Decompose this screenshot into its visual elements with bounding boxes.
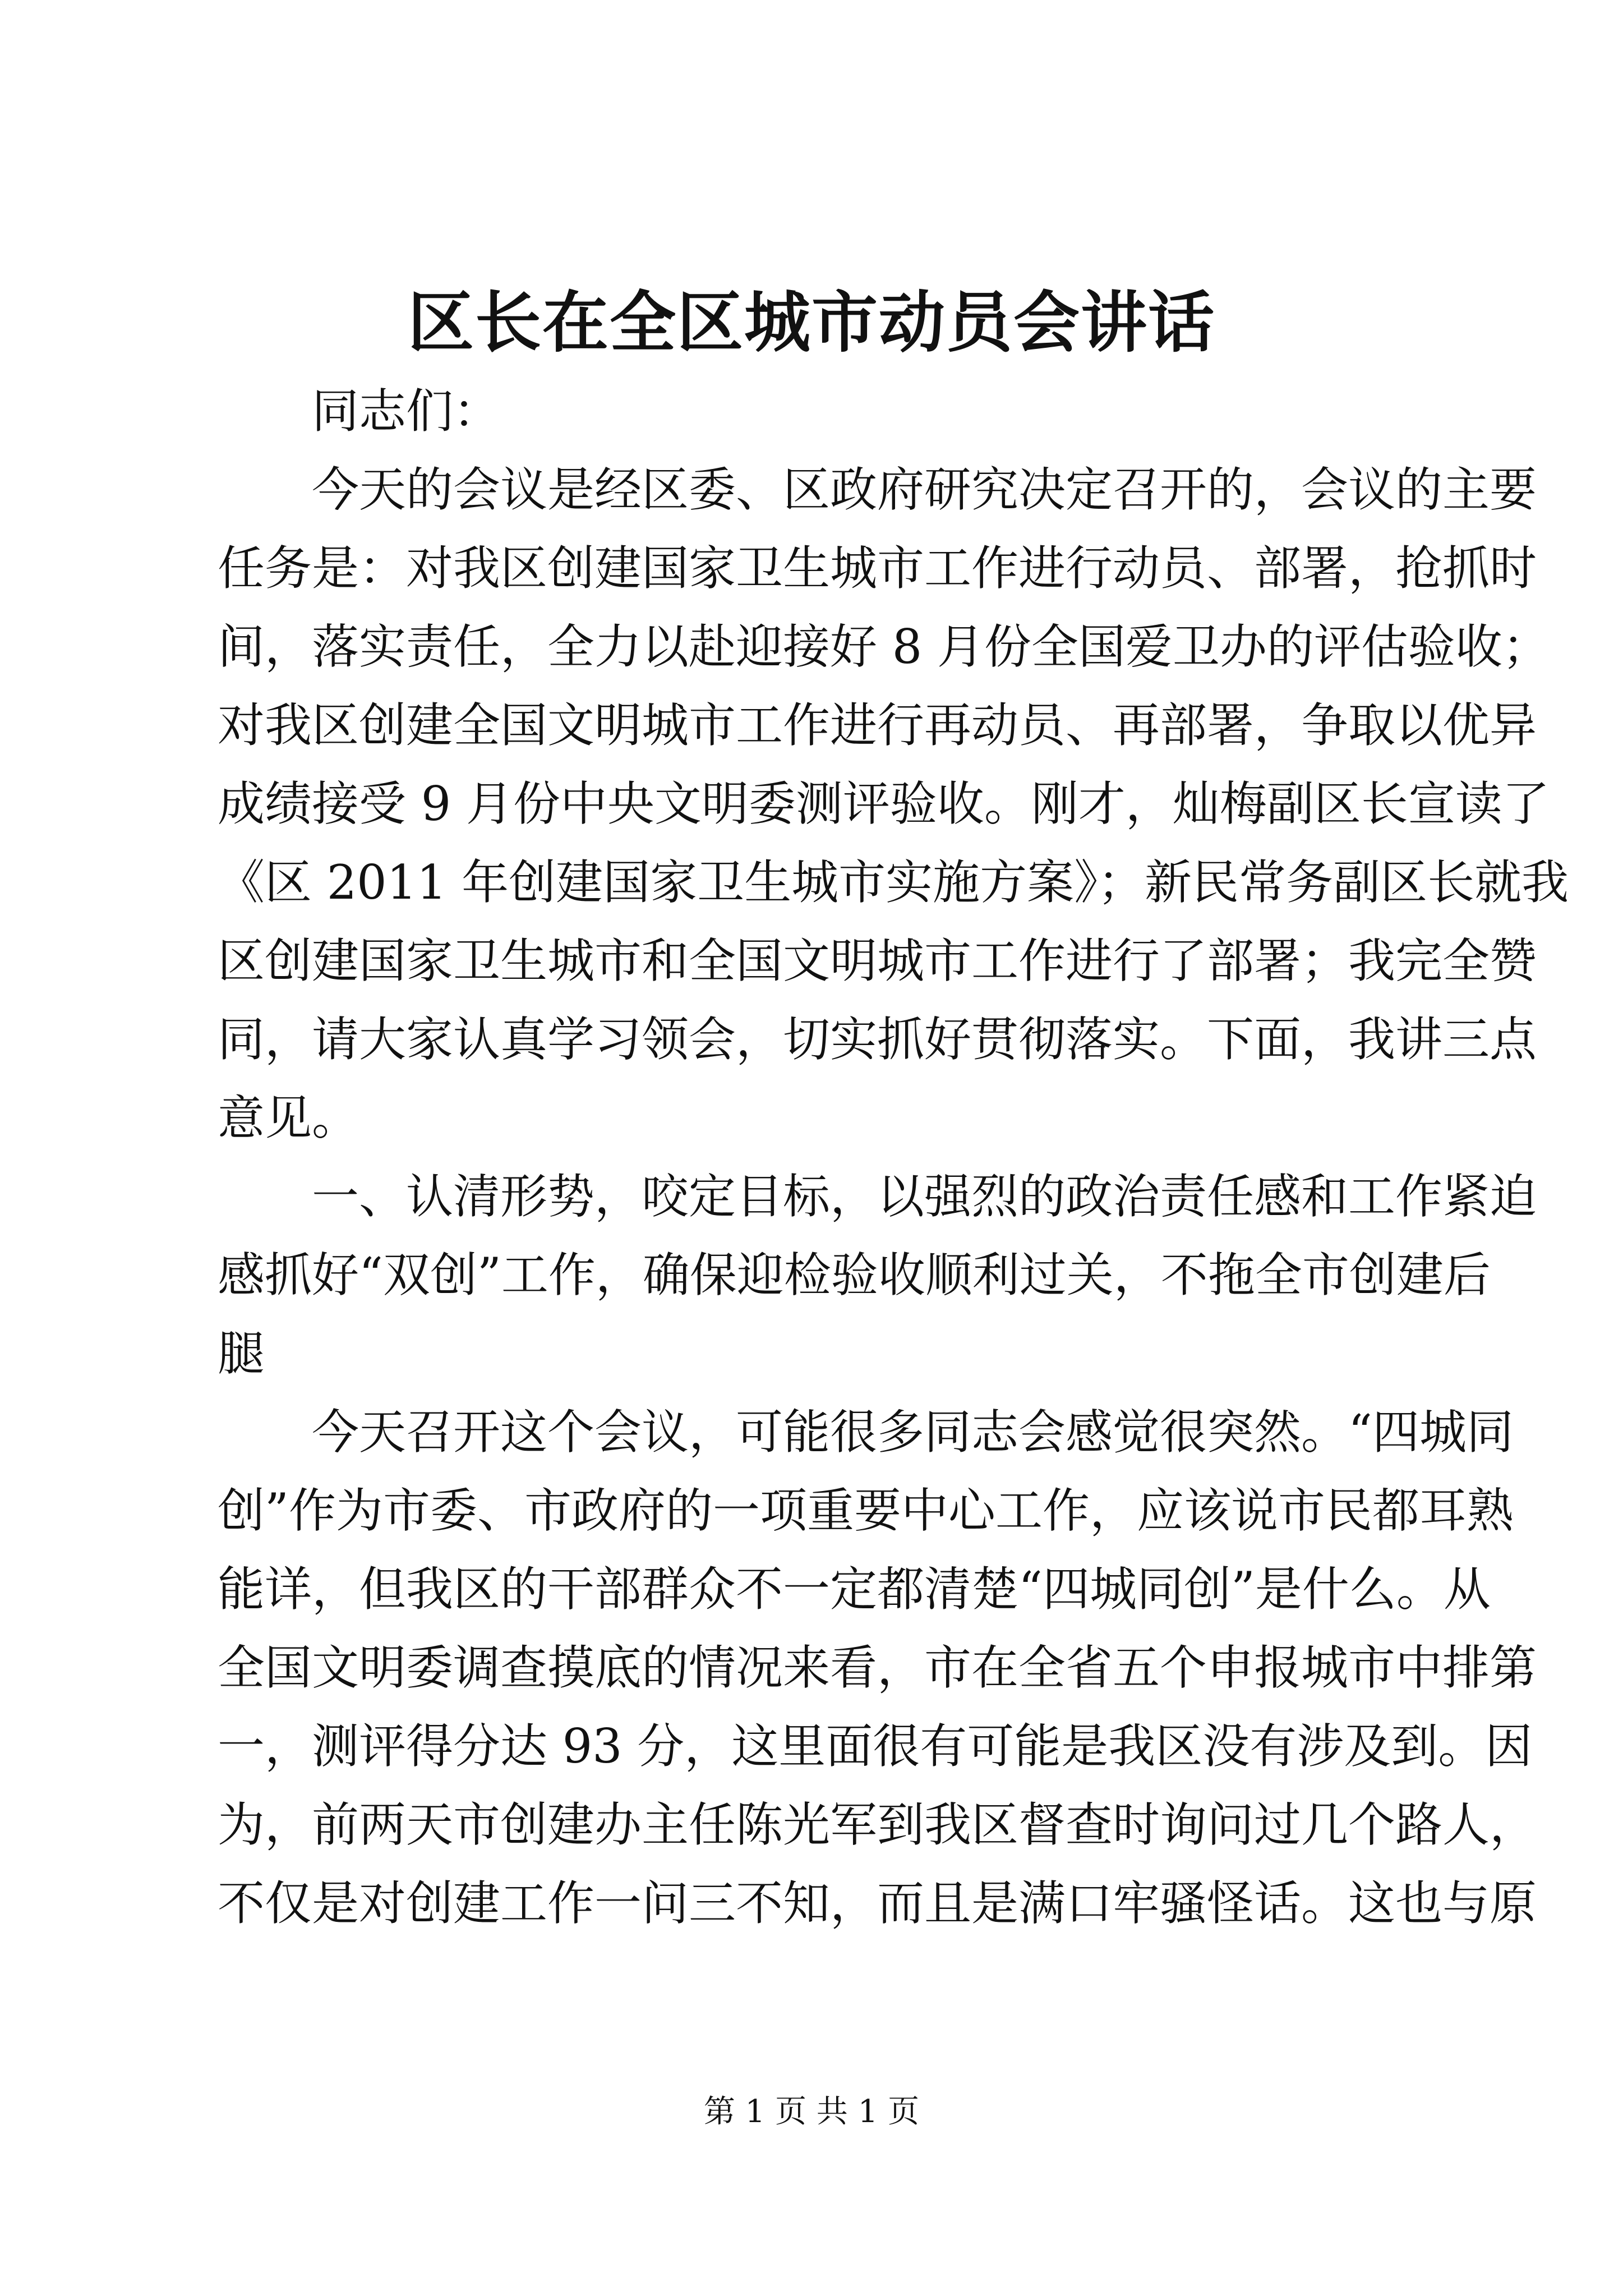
section-heading-line: 腿 — [218, 1326, 265, 1381]
section-heading-line: 感抓好“双创”工作，确保迎检验收顺利过关，不拖全市创建后 — [218, 1248, 1491, 1303]
body-line: 为，前两天市创建办主任陈光军到我区督查时询问过几个路人， — [218, 1797, 1537, 1852]
body-line: 能详，但我区的干部群众不一定都清楚“四城同创”是什么。从 — [218, 1562, 1491, 1617]
page-number-footer: 第 1 页 共 1 页 — [703, 2093, 920, 2130]
body-line: 同，请大家认真学习领会，切实抓好贯彻落实。下面，我讲三点 — [218, 1012, 1537, 1067]
body-line: 成绩接受 9 月份中央文明委测评验收。刚才，灿梅副区长宣读了 — [218, 776, 1550, 831]
body-line: 任务是：对我区创建国家卫生城市工作进行动员、部署，抢抓时 — [218, 541, 1537, 596]
body-line: 意见。 — [218, 1091, 359, 1145]
body-line: 今天召开这个会议，可能很多同志会感觉很突然。“四城同 — [312, 1405, 1514, 1460]
body-line: 今天的会议是经区委、区政府研究决定召开的，会议的主要 — [312, 462, 1537, 517]
body-line: 一，测评得分达 93 分，这里面很有可能是我区没有涉及到。因 — [218, 1719, 1533, 1774]
body-line: 全国文明委调查摸底的情况来看，市在全省五个申报城市中排第 — [218, 1640, 1537, 1695]
section-heading-line: 一、认清形势，咬定目标，以强烈的政治责任感和工作紧迫 — [312, 1169, 1537, 1224]
salutation-line: 同志们： — [312, 384, 501, 439]
body-line: 对我区创建全国文明城市工作进行再动员、再部署，争取以优异 — [218, 698, 1537, 753]
document-title: 区长在全区城市动员会讲话 — [407, 283, 1215, 361]
body-line: 间，落实责任，全力以赴迎接好 8 月份全国爱卫办的评估验收； — [218, 619, 1550, 674]
body-line: 创”作为市委、市政府的一项重要中心工作，应该说市民都耳熟 — [218, 1483, 1514, 1538]
body-line: 区创建国家卫生城市和全国文明城市工作进行了部署；我完全赞 — [218, 933, 1537, 988]
body-line: 不仅是对创建工作一问三不知，而且是满口牢骚怪话。这也与原 — [218, 1876, 1537, 1931]
body-line: 《区 2011 年创建国家卫生城市实施方案》；新民常务副区长就我 — [218, 855, 1569, 910]
